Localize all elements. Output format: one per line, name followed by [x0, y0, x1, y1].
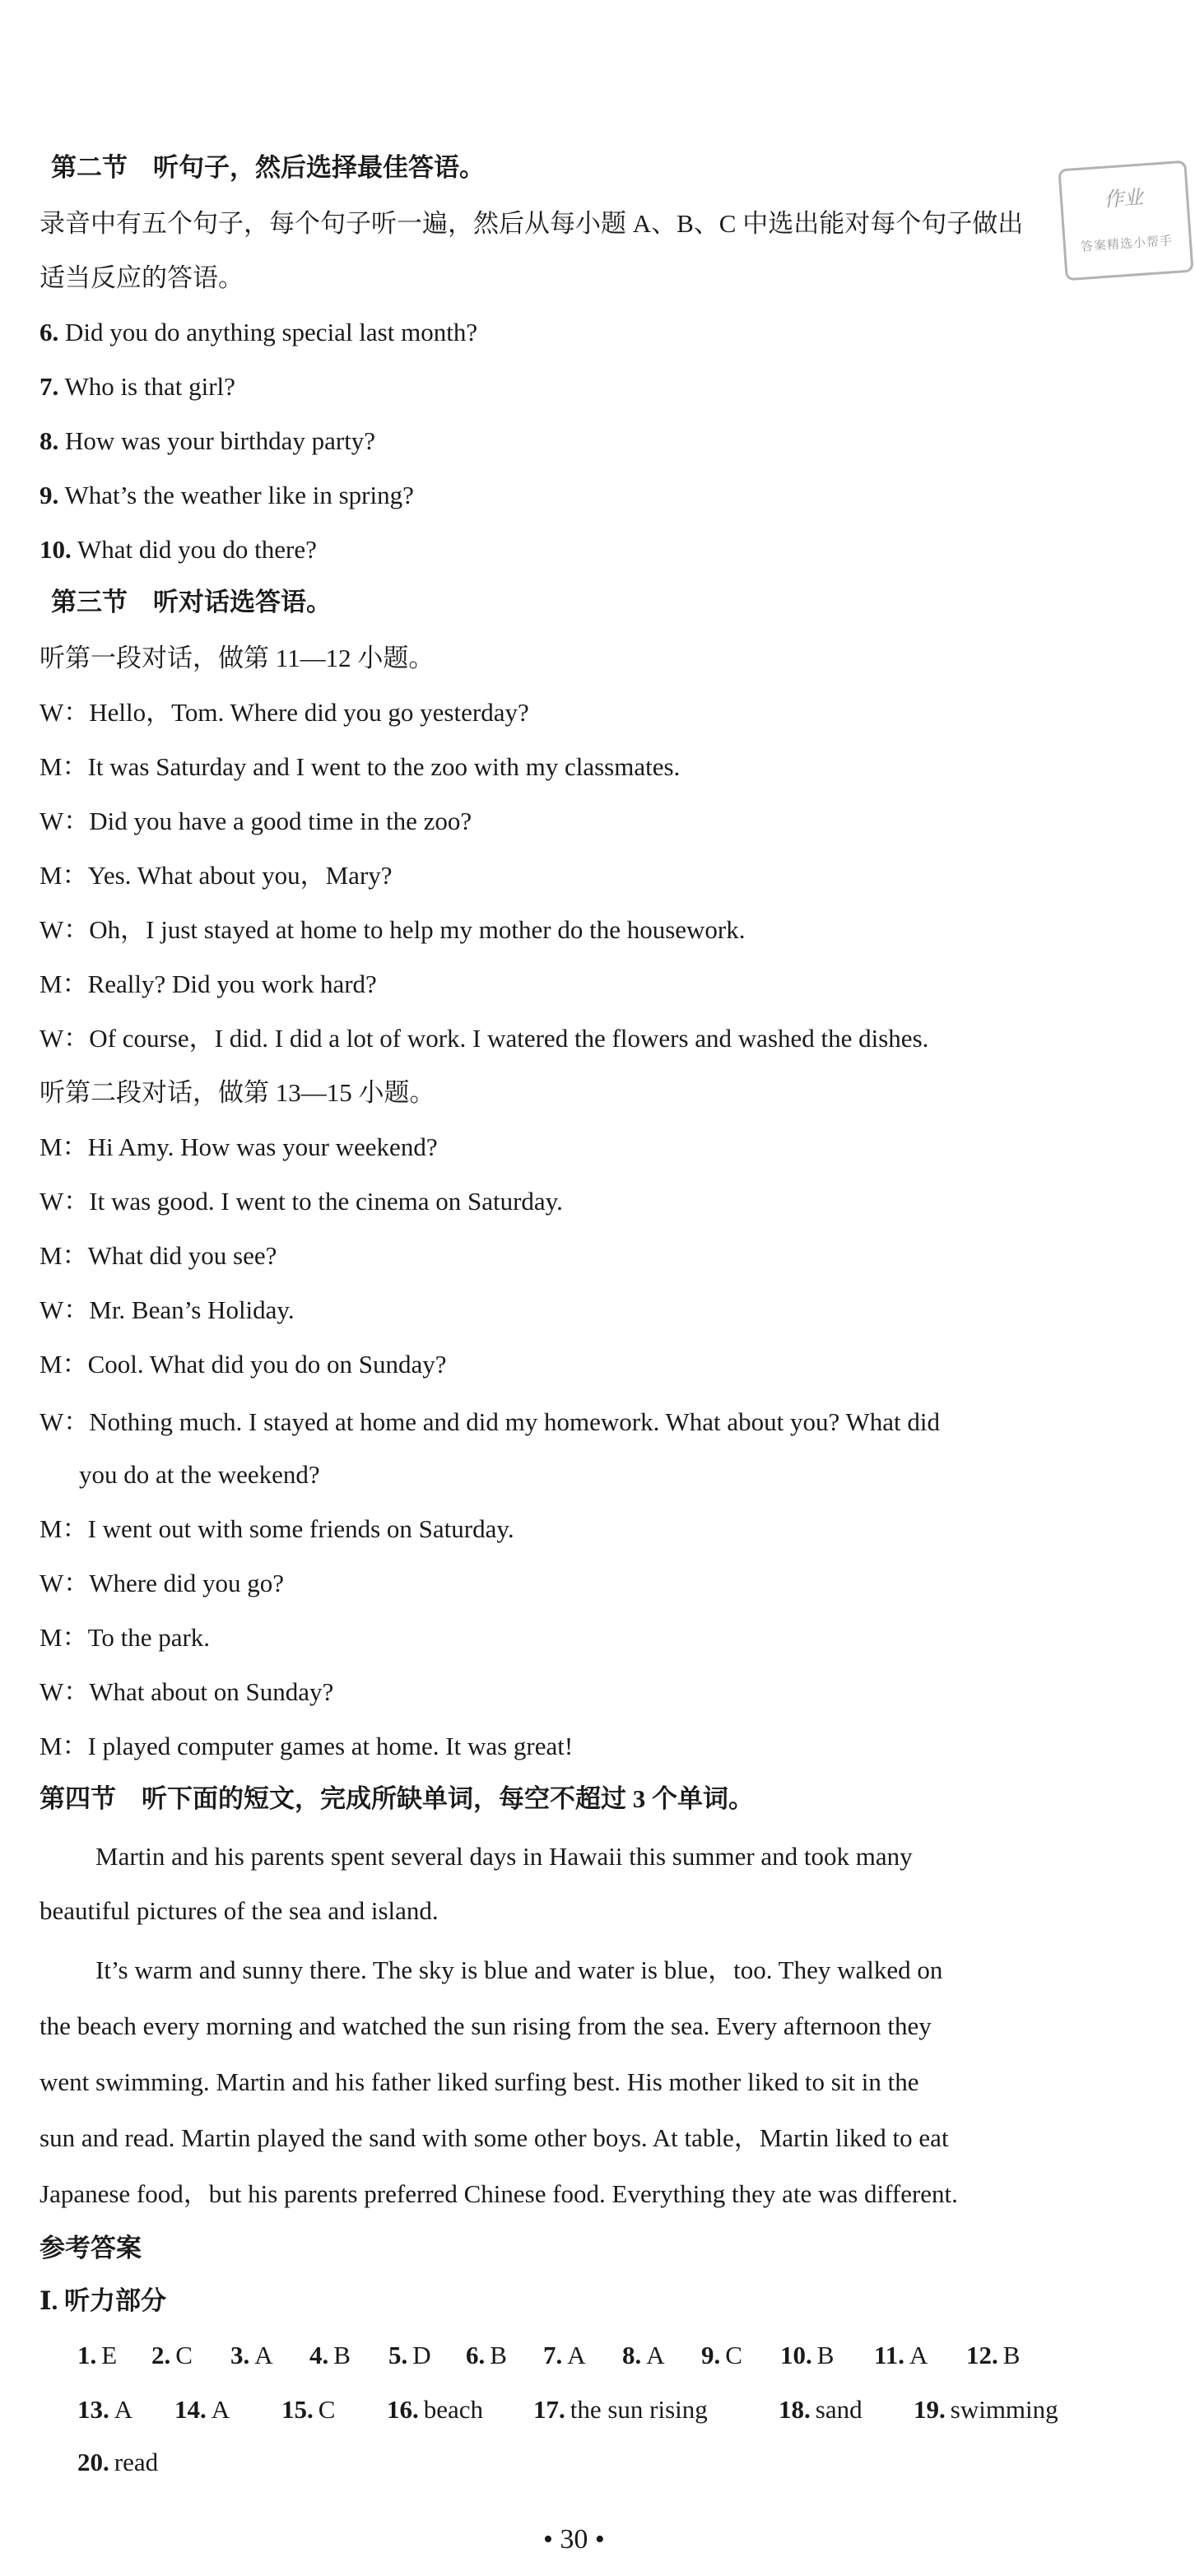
dialog2-intro: 听第二段对话，做第 13—15 小题。 — [40, 1078, 435, 1107]
question-text: What did you do there? — [71, 535, 317, 564]
answer-item: 15. C — [281, 2395, 336, 2424]
answer-item: 14. A — [174, 2395, 230, 2424]
passage-line: Japanese food，but his parents preferred Chinese food. Everything they ate was different. — [40, 2179, 958, 2208]
dialog-line: W：Mr. Bean’s Holiday. — [40, 1295, 295, 1324]
answer-item: 19. swimming — [914, 2395, 1058, 2424]
passage-line: sun and read. Martin played the sand with some other boys. At table，Martin liked to eat — [40, 2123, 949, 2152]
dialog-line: W：Nothing much. I stayed at home and did my homework. What about you? What did — [40, 1407, 940, 1436]
question-6 — [40, 314, 477, 351]
question-number: 8. — [40, 426, 59, 455]
answer-item: 10. B — [780, 2341, 835, 2369]
question-10 — [40, 532, 317, 568]
dialog-line: W：It was good. I went to the cinema on Saturday. — [40, 1187, 563, 1216]
question-number: 6. — [40, 318, 59, 346]
question-number: 9. — [40, 481, 59, 509]
section4-title: 第四节 听下面的短文，完成所缺单词，每空不超过 3 个单词。 — [40, 1784, 754, 1813]
answer-item: 17. the sun rising — [533, 2395, 708, 2424]
dialog-line: M：To the park. — [40, 1623, 211, 1652]
answer-item: 6. B — [466, 2341, 507, 2369]
question-text: Did you do anything special last month? — [58, 318, 478, 346]
answer-item: 8. A — [622, 2341, 665, 2369]
passage-line: went swimming. Martin and his father liked surfing best. His mother liked to sit in the — [40, 2067, 919, 2096]
answers-title: 参考答案 — [40, 2234, 142, 2262]
dialog-line: W：Oh，I just stayed at home to help my mother do the housework. — [40, 915, 746, 944]
page-number: • 30 • — [543, 2524, 605, 2555]
answer-item: 3. A — [230, 2341, 273, 2369]
answer-item: 5. D — [388, 2341, 431, 2369]
question-text: What’s the weather like in spring? — [58, 481, 414, 509]
passage-line: It’s warm and sunny there. The sky is blue and water is blue，too. They walked on — [95, 1955, 943, 1984]
question-9 — [40, 477, 414, 514]
dialog-line: M：I went out with some friends on Saturday. — [40, 1514, 514, 1543]
dialog-line: M：Cool. What did you do on Sunday? — [40, 1350, 447, 1379]
dialog-line: M：Yes. What about you，Mary? — [40, 861, 393, 890]
dialog-line-continued: you do at the weekend? — [79, 1460, 320, 1489]
dialog-line: W：What about on Sunday? — [40, 1677, 334, 1706]
answer-item: 18. sand — [779, 2395, 863, 2424]
section2-intro-line2: 适当反应的答语。 — [40, 263, 244, 292]
dialog-line: W：Of course，I did. I did a lot of work. I watered the flowers and washed the dishes. — [40, 1024, 929, 1053]
homework-stamp-logo: 作业 答案精选小帮手 — [1058, 160, 1193, 281]
answer-item: 16. beach — [387, 2395, 484, 2424]
question-7 — [40, 369, 235, 405]
dialog-line: M：It was Saturday and I went to the zoo with my classmates. — [40, 752, 681, 781]
dialog-line: M：Hi Amy. How was your weekend? — [40, 1132, 438, 1161]
dialog-line: W：Did you have a good time in the zoo? — [40, 807, 472, 835]
question-text: Who is that girl? — [58, 372, 235, 401]
answer-item: 11. A — [874, 2341, 928, 2369]
answer-item: 7. A — [543, 2341, 586, 2369]
passage-line: beautiful pictures of the sea and island. — [40, 1896, 439, 1925]
dialog1-intro: 听第一段对话，做第 11—12 小题。 — [40, 644, 435, 672]
answer-item: 12. B — [966, 2341, 1021, 2369]
answer-item: 2. C — [151, 2341, 193, 2369]
answer-item: 1. E — [77, 2341, 118, 2369]
question-number: 10. — [40, 535, 72, 564]
section2-title: 第二节 听句子，然后选择最佳答语。 — [51, 153, 485, 182]
dialog-line: M：What did you see? — [40, 1241, 277, 1270]
section2-intro-line1: 录音中有五个句子，每个句子听一遍，然后从每小题 A、B、C 中选出能对每个句子做出 — [40, 209, 1024, 238]
question-number: 7. — [40, 372, 59, 401]
dialog-line: M：Really? Did you work hard? — [40, 969, 377, 998]
passage-line: the beach every morning and watched the sun rising from the sea. Every afternoon they — [40, 2011, 932, 2040]
answer-item: 13. A — [77, 2395, 133, 2424]
answer-item: 9. C — [701, 2341, 742, 2369]
passage-line: Martin and his parents spent several days in Hawaii this summer and took many — [95, 1842, 913, 1871]
question-8 — [40, 423, 375, 459]
answer-item: 20. read — [77, 2448, 159, 2476]
answer-item: 4. B — [309, 2341, 351, 2369]
dialog-line: W：Hello，Tom. Where did you go yesterday? — [40, 698, 529, 727]
dialog-line: W：Where did you go? — [40, 1569, 284, 1597]
section3-title: 第三节 听对话选答语。 — [51, 588, 332, 616]
answers-part-title: Ⅰ. 听力部分 — [40, 2286, 167, 2315]
dialog-line: M：I played computer games at home. It was great! — [40, 1732, 574, 1760]
question-text: How was your birthday party? — [58, 426, 376, 455]
